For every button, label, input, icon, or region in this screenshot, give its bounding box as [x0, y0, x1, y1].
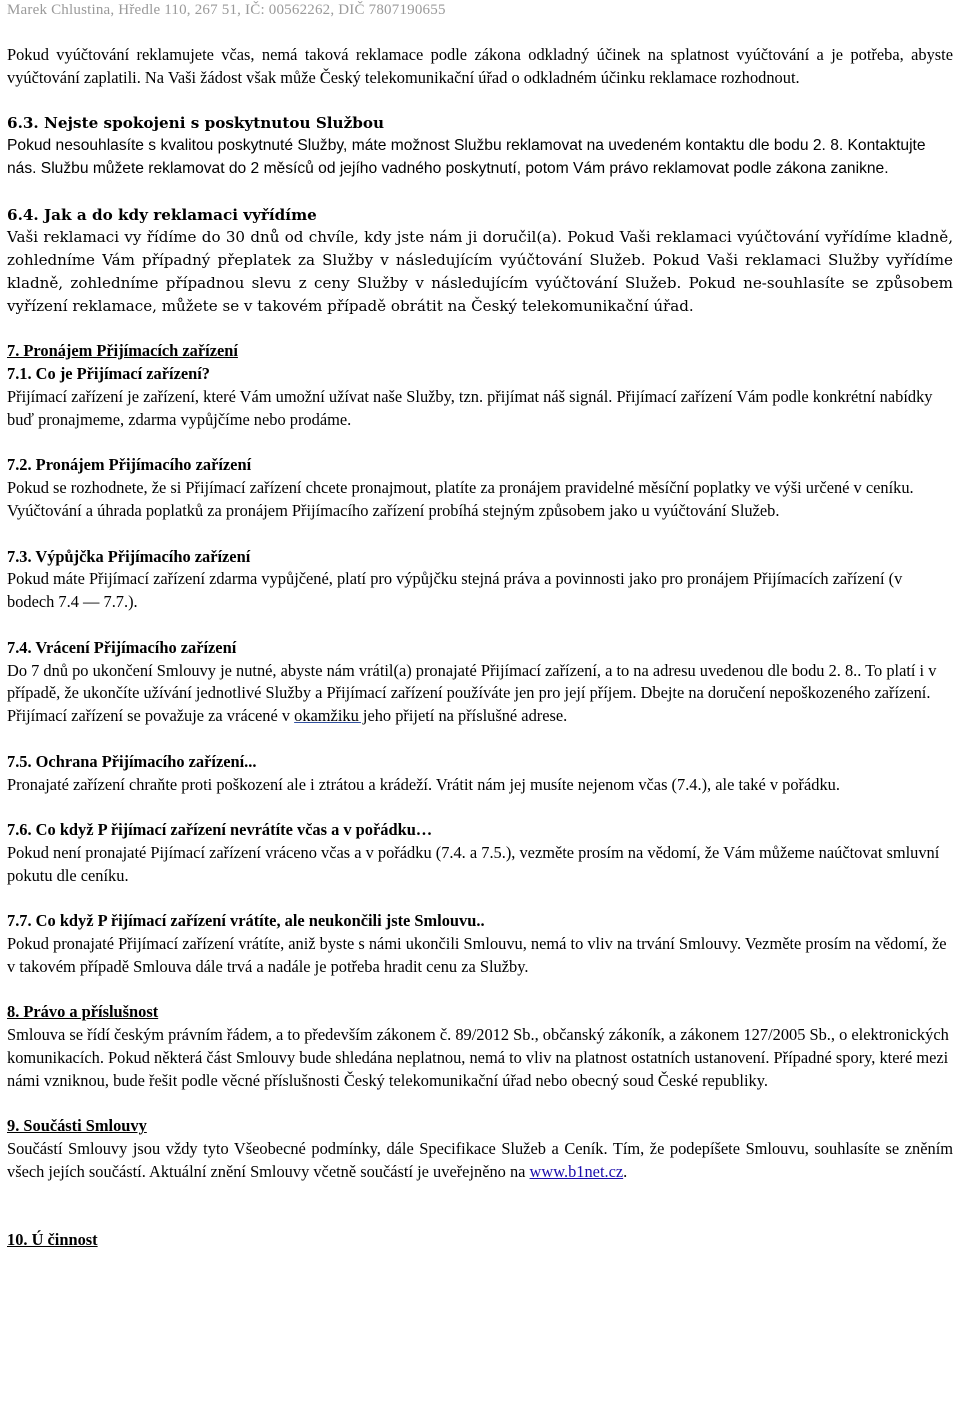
heading-7-1: 7.1. Co je Přijímací zařízení? — [7, 364, 210, 384]
paragraph-6-3: Pokud nesouhlasíte s kvalitou poskytnuté Služby, máte možnost Službu reklamovat na uvedeném kontaktu dle bodu 2. 8. Kontaktujte nás. Službu můžete reklamovat do 2 měsíců od jejího vadného poskytnutí, potom Vám právo reklamovat podle zákona zanikne. — [7, 137, 926, 177]
paragraph-7-4-text: Do 7 dnů po ukončení Smlouvy je nutné, abyste nám vrátil(a) pronajaté Přijímací zařízení, a to na adresu uvedenou dle bodu 2. 8.. To platí i v případě, že ukončíte užívání jednotlivé Služby a Přijímací zařízení používáte jen pro její příjem. Dbejte na doručení nepoškozeného zařízení. Přijímací zařízení se považuje za vrácené v — [7, 660, 937, 726]
paragraph-7-4-end: eho přijetí na příslušné adrese. — [367, 706, 568, 726]
heading-9: 9. Součásti Smlouvy — [7, 1116, 147, 1136]
heading-7-4: 7.4. Vrácení Přijímacího zařízení — [7, 637, 237, 657]
paragraph-9-tail: . — [623, 1162, 628, 1182]
heading-7-2: 7.2. Pronájem Přijímacího zařízení — [7, 455, 252, 475]
paragraph-6-4: Vaši reklamaci vy řídíme do 30 dnů od chvíle, kdy jste nám ji doručil(a). Pokud Vaši reklamaci vyúčtování vyřídíme kladně, zohledníme Vám případný přeplatek za Služby v následujícím vyúčtování Služeb. Pokud Vaši reklamaci Služby vyřídíme kladně, zohledníme případnou slevu z ceny Služby v následujícím vyúčtování Služeb. Pokud ne-souhlasíte se způsobem vyřízení reklamace, můžete se v takovém případě obrátit na Český telekomunikační úřad. — [7, 228, 953, 315]
heading-7-5: 7.5. Ochrana Přijímacího zařízení... — [7, 751, 257, 771]
heading-8: 8. Právo a příslušnost — [7, 1002, 159, 1022]
heading-6-4: 6.4. Jak a do kdy reklamaci vyřídíme — [7, 205, 317, 224]
heading-6-3: 6.3. Nejste spokojeni s poskytnutou Službou — [7, 114, 385, 133]
paragraph-8: Smlouva se řídí českým právním řádem, a to především zákonem č. 89/2012 Sb., občanský zákoník, a zákonem 127/2005 Sb., o elektronických komunikacích. Pokud některá část Smlouvy bude shledána neplatnou, nemá to vliv na platnost ostatních ustanovení. Případné spory, které mezi námi vzniknou, bude řešit podle věcné příslušnosti Český telekomunikační úřad nebo obecný soud České republiky. — [7, 1025, 949, 1090]
heading-7: 7. Pronájem Přijímacích zařízení — [7, 341, 238, 361]
paragraph-7-6: Pokud není pronajaté Pijímací zařízení vráceno včas a v pořádku (7.4. a 7.5.), vezměte prosím na vědomí, že Vám můžeme naúčtovat smluvní pokutu dle ceníku. — [7, 842, 940, 885]
paragraph-7-5: Pronajaté zařízení chraňte proti poškození ale i ztrátou a krádeží. Vrátit nám jej musíte nejenom včas (7.4.), ale také v pořádku. — [7, 774, 840, 794]
page-header: Marek Chlustina, Hředle 110, 267 51, IČ: 00562262, DIČ 7807190655 — [7, 2, 446, 18]
paragraph-7-3: Pokud máte Přijímací zařízení zdarma vypůjčené, platí pro výpůjčku stejná práva a povinnosti jako pro pronájem Přijímacích zařízení (v bodech 7.4 — 7.7.). — [7, 569, 903, 612]
paragraph-7-7: Pokud pronajaté Přijímací zařízení vrátíte, aniž byste s námi ukončili Smlouvu, nemá to vliv na trvání Smlouvy. Vezměte prosím na vědomí, že v takovém případě Smlouva dále trvá a nadále je potřeba hradit cenu za Služby. — [7, 934, 947, 976]
paragraph-9-text: Součástí Smlouvy jsou vždy tyto Všeobecné podmínky, dále Specifikace Služeb a Ceník. Tím, že podepíšete Smlouvu, souhlasíte se zněním všech jejích součástí. Aktuální znění Smlouvy včetně součástí je uveřejněno na — [7, 1139, 953, 1182]
paragraph-6-2-tail: Pokud vyúčtování reklamujete včas, nemá taková reklamace podle zákona odkladný účinek na splatnost vyúčtování a je potřeba, abyste vyúčtování zaplatili. Na Vaši žádost však může Český telekomunikační úřad o odkladném účinku reklamace rozhodnout. — [7, 45, 953, 87]
heading-7-7: 7.7. Co když P řijímací zařízení vrátíte, ale neukončili jste Smlouvu.. — [7, 911, 485, 931]
heading-10: 10. Ú činnost — [7, 1229, 98, 1249]
paragraph-7-4 — [7, 660, 953, 728]
paragraph-9 — [7, 1138, 953, 1184]
paragraph-7-1: Přijímací zařízení je zařízení, které Vám umožní užívat naše Služby, tzn. přijímat náš signál. Přijímací zařízení Vám podle konkrétní nabídky buď pronajmeme, zdarma vypůjčíme nebo prodáme. — [7, 386, 933, 429]
paragraph-7-4-underlined: okamžiku j — [294, 706, 368, 726]
website-link[interactable]: www.b1net.cz — [529, 1162, 624, 1182]
document-body — [7, 44, 953, 1252]
paragraph-7-2: Pokud se rozhodnete, že si Přijímací zařízení chcete pronajmout, platíte za pronájem pravidelné měsíční poplatky ve výši určené v ceníku. Vyúčtování a úhrada poplatků za pronájem Přijímacího zařízení probíhá stejným způsobem jako u vyúčtování Služeb. — [7, 478, 914, 520]
heading-7-3: 7.3. Výpůjčka Přijímacího zařízení — [7, 546, 251, 566]
heading-7-6: 7.6. Co když P řijímací zařízení nevrátíte včas a v pořádku… — [7, 820, 433, 840]
